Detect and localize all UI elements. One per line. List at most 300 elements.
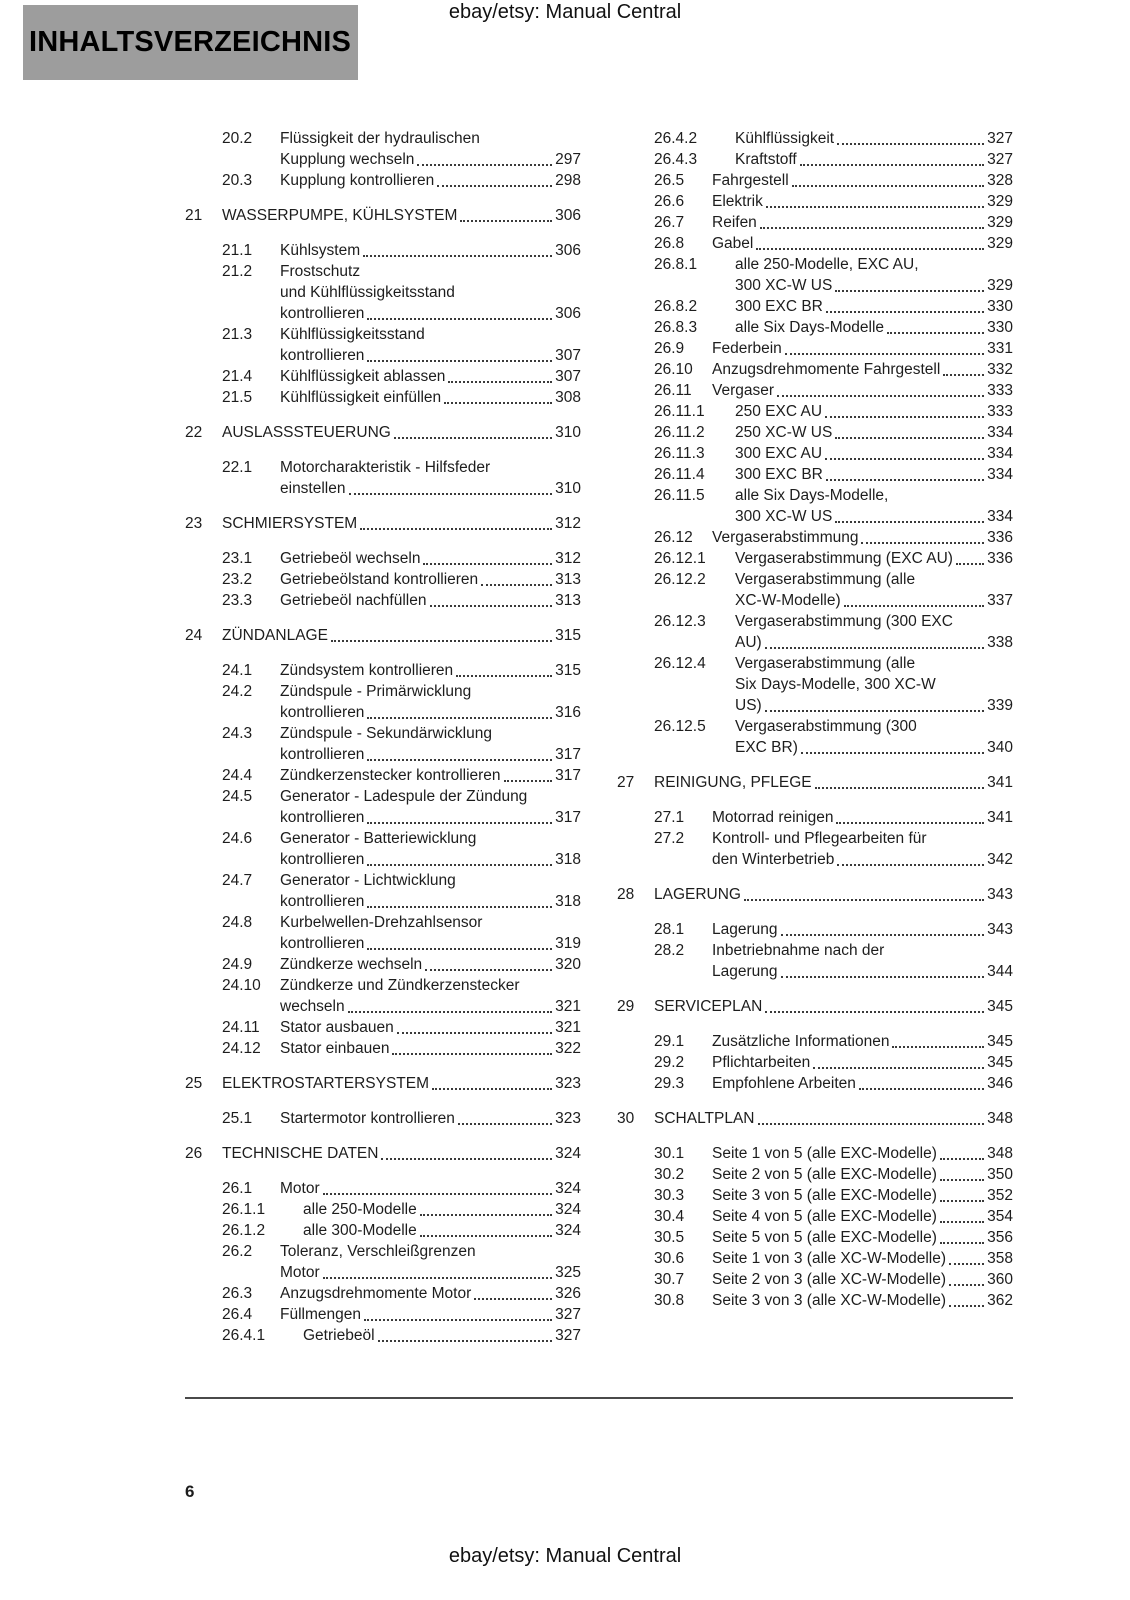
toc-entry-title-block: [222, 1073, 581, 1094]
toc-entry-page: 346: [987, 1075, 1013, 1092]
toc-entry-number: 24.11: [222, 1019, 260, 1036]
toc-entry: [617, 149, 1013, 170]
toc-entry: [185, 1325, 581, 1346]
toc-entry-number: 26.10: [654, 361, 693, 378]
dotted-leader: [835, 521, 984, 523]
toc-entry-page: 319: [555, 935, 581, 952]
dotted-leader: [844, 605, 984, 607]
toc-entry-title: Motorcharakteristik - Hilfsfeder: [280, 459, 491, 476]
toc-entry-title-block: [712, 233, 1013, 254]
toc-entry-title: Zündkerzenstecker kontrollieren: [280, 767, 501, 784]
toc-entry-page: 313: [555, 571, 581, 588]
toc-entry: [617, 1269, 1013, 1290]
toc-entry-title: US): [735, 697, 762, 714]
toc-entry-title-block: [712, 1227, 1013, 1248]
toc-entry: [617, 653, 1013, 716]
toc-entry: [185, 870, 581, 912]
toc-chapter-entry: [185, 625, 581, 646]
toc-entry-title: Pflichtarbeiten: [712, 1054, 811, 1071]
dotted-leader: [940, 1242, 984, 1244]
toc-entry-page: 358: [987, 1250, 1013, 1267]
dotted-leader: [949, 1284, 984, 1286]
toc-entry: [185, 569, 581, 590]
toc-entry: [185, 240, 581, 261]
toc-entry: [617, 254, 1013, 296]
toc-entry: [185, 828, 581, 870]
dotted-leader: [826, 311, 984, 313]
toc-entry-title-block: [712, 1052, 1013, 1073]
toc-entry: [185, 1304, 581, 1325]
toc-entry-number: 26.3: [222, 1285, 253, 1302]
toc-entry: [185, 723, 581, 765]
dotted-leader: [940, 1158, 984, 1160]
toc-entry: [617, 338, 1013, 359]
toc-entry-title: Kontroll- und Pflegearbeiten für: [712, 830, 927, 847]
toc-entry-number: 30.6: [654, 1250, 685, 1267]
toc-entry-number: 29.3: [654, 1075, 685, 1092]
toc-entry-title-block: [280, 786, 581, 828]
toc-entry: [617, 317, 1013, 338]
toc-entry-number: 26.7: [654, 214, 685, 231]
toc-entry: [185, 387, 581, 408]
toc-entry-number: 27.2: [654, 830, 685, 847]
toc-entry-title: Getriebeölstand kontrollieren: [280, 571, 479, 588]
toc-entry-page: 323: [555, 1110, 581, 1127]
toc-entry-number: 26.12.5: [654, 718, 706, 735]
toc-entry: [185, 366, 581, 387]
toc-entry-page: 327: [555, 1306, 581, 1323]
toc-entry-page: 313: [555, 592, 581, 609]
toc-entry-title-block: [712, 338, 1013, 359]
toc-entry-page: 320: [555, 956, 581, 973]
toc-entry-number: 23: [185, 515, 203, 532]
toc-entry-title-block: [712, 919, 1013, 940]
toc-entry-page: 310: [555, 424, 581, 441]
toc-entry-title-block: [735, 149, 1013, 170]
toc-entry-page: 344: [987, 963, 1013, 980]
toc-entry-title: Seite 3 von 5 (alle EXC-Modelle): [712, 1187, 937, 1204]
toc-entry-title-block: [280, 1283, 581, 1304]
toc-entry-title: 300 EXC BR: [735, 466, 823, 483]
toc-entry: [617, 485, 1013, 527]
toc-entry-page: 354: [987, 1208, 1013, 1225]
dotted-leader: [801, 752, 984, 754]
toc-entry: [617, 569, 1013, 611]
toc-entry-title-block: [222, 1143, 581, 1164]
toc-entry-page: 306: [555, 242, 581, 259]
toc-entry: [185, 660, 581, 681]
toc-entry-number: 24.7: [222, 872, 253, 889]
toc-entry: [617, 1185, 1013, 1206]
toc-entry-title: 300 EXC BR: [735, 298, 823, 315]
toc-entry-title: Toleranz, Verschleißgrenzen: [280, 1243, 476, 1260]
toc-entry: [185, 457, 581, 499]
toc-entry-title: Elektrik: [712, 193, 763, 210]
toc-entry-number: 26.4.2: [654, 130, 698, 147]
toc-entry: [617, 807, 1013, 828]
dotted-leader: [481, 584, 552, 586]
toc-entry-page: 333: [987, 382, 1013, 399]
toc-entry-title: Zündkerze wechseln: [280, 956, 423, 973]
toc-entry-title: alle 250-Modelle: [303, 1201, 417, 1218]
toc-entry-number: 26.11: [654, 382, 692, 399]
dotted-leader: [367, 948, 552, 950]
toc-entry-title: 300 XC-W US: [735, 277, 833, 294]
toc-entry-title-block: [712, 527, 1013, 548]
toc-entry-page: 317: [555, 767, 581, 784]
toc-entry-number: 21.4: [222, 368, 253, 385]
toc-entry-page: 340: [987, 739, 1013, 756]
toc-entry: [617, 919, 1013, 940]
toc-entry: [617, 1227, 1013, 1248]
toc-entry-page: 343: [987, 886, 1013, 903]
toc-entry-title-block: [280, 765, 581, 786]
toc-entry: [617, 1052, 1013, 1073]
toc-entry-page: 312: [555, 515, 581, 532]
toc-entry-title: und Kühlflüssigkeitsstand: [280, 284, 455, 301]
toc-entry-number: 25.1: [222, 1110, 253, 1127]
toc-entry-title-block: [280, 324, 581, 366]
toc-entry-title: kontrollieren: [280, 746, 365, 763]
toc-entry-page: 325: [555, 1264, 581, 1281]
toc-entry: [185, 590, 581, 611]
toc-entry-title: Vergaserabstimmung (alle: [735, 571, 916, 588]
dotted-leader: [392, 1053, 552, 1055]
toc-content: [185, 128, 1013, 1346]
toc-entry-page: 315: [555, 627, 581, 644]
toc-entry-title-block: [712, 359, 1013, 380]
toc-entry-page: 330: [987, 298, 1013, 315]
dotted-leader: [367, 906, 552, 908]
toc-entry-page: 334: [987, 466, 1013, 483]
toc-entry-number: 30.8: [654, 1292, 685, 1309]
toc-chapter-entry: [185, 205, 581, 226]
toc-entry-number: 26.12.1: [654, 550, 706, 567]
toc-entry: [617, 1031, 1013, 1052]
toc-entry-page: 297: [555, 151, 581, 168]
toc-entry-title-block: [712, 1248, 1013, 1269]
toc-entry: [617, 1248, 1013, 1269]
toc-entry-number: 26.1.2: [222, 1222, 266, 1239]
toc-entry-title-block: [735, 653, 1013, 716]
toc-entry: [185, 324, 581, 366]
toc-entry: [185, 1178, 581, 1199]
toc-entry-title: Seite 2 von 3 (alle XC-W-Modelle): [712, 1271, 947, 1288]
toc-entry-number: 26.9: [654, 340, 685, 357]
toc-entry-number: 21.2: [222, 263, 253, 280]
toc-chapter-entry: [185, 1143, 581, 1164]
dotted-leader: [444, 402, 552, 404]
toc-entry: [617, 464, 1013, 485]
toc-entry-title-block: [280, 723, 581, 765]
toc-entry-page: 362: [987, 1292, 1013, 1309]
toc-entry-number: 24.10: [222, 977, 261, 994]
toc-entry-title: Vergaserabstimmung (300 EXC: [735, 613, 953, 630]
toc-entry-title-block: [735, 296, 1013, 317]
toc-entry-title: LAGERUNG: [654, 886, 741, 903]
toc-entry-title-block: [280, 828, 581, 870]
toc-entry: [185, 786, 581, 828]
toc-entry-title: Flüssigkeit der hydraulischen: [280, 130, 480, 147]
toc-entry-title: kontrollieren: [280, 893, 365, 910]
toc-entry-title: Kupplung wechseln: [280, 151, 415, 168]
toc-entry-title-block: [280, 387, 581, 408]
toc-entry-title: Vergaserabstimmung (alle: [735, 655, 916, 672]
toc-entry-title-block: [280, 660, 581, 681]
toc-entry-title: Vergaserabstimmung: [712, 529, 859, 546]
toc-entry: [617, 611, 1013, 653]
toc-entry-title: REINIGUNG, PFLEGE: [654, 774, 812, 791]
toc-entry-title-block: [735, 485, 1013, 527]
toc-entry-number: 24.9: [222, 956, 253, 973]
toc-entry-page: 326: [555, 1285, 581, 1302]
dotted-leader: [363, 255, 552, 257]
toc-entry-title: wechseln: [280, 998, 345, 1015]
dotted-leader: [792, 185, 984, 187]
dotted-leader: [367, 360, 552, 362]
toc-entry-title: Getriebeöl nachfüllen: [280, 592, 427, 609]
toc-entry-title: Empfohlene Arbeiten: [712, 1075, 856, 1092]
toc-entry-number: 27.1: [654, 809, 685, 826]
dotted-leader: [836, 822, 984, 824]
toc-entry-title: alle 300-Modelle: [303, 1222, 417, 1239]
toc-entry-title: ELEKTROSTARTERSYSTEM: [222, 1075, 429, 1092]
toc-entry-title-block: [654, 884, 1013, 905]
toc-entry-title: alle Six Days-Modelle: [735, 319, 885, 336]
dotted-leader: [367, 822, 552, 824]
toc-entry-title-block: [712, 1073, 1013, 1094]
toc-entry-title-block: [280, 954, 581, 975]
toc-entry-title-block: [712, 212, 1013, 233]
toc-entry-title: EXC BR): [735, 739, 798, 756]
toc-entry-page: 329: [987, 235, 1013, 252]
toc-entry-title: WASSERPUMPE, KÜHLSYSTEM: [222, 207, 458, 224]
toc-entry-number: 28: [617, 886, 635, 903]
toc-entry: [617, 422, 1013, 443]
toc-entry-page: 327: [987, 130, 1013, 147]
toc-entry-page: 316: [555, 704, 581, 721]
toc-entry: [617, 716, 1013, 758]
toc-entry-title: Kraftstoff: [735, 151, 797, 168]
toc-entry-number: 26.11.5: [654, 487, 705, 504]
toc-entry-number: 26.8.1: [654, 256, 698, 273]
toc-entry-page: 298: [555, 172, 581, 189]
toc-entry-title: kontrollieren: [280, 935, 365, 952]
toc-entry-page: 321: [555, 1019, 581, 1036]
toc-entry-number: 24.12: [222, 1040, 261, 1057]
dotted-leader: [956, 563, 984, 565]
dotted-leader: [456, 675, 552, 677]
toc-entry-number: 28.2: [654, 942, 685, 959]
toc-entry-page: 331: [987, 340, 1013, 357]
dotted-leader: [504, 780, 552, 782]
toc-entry-title-block: [712, 807, 1013, 828]
dotted-leader: [458, 1123, 552, 1125]
toc-entry-number: 23.1: [222, 550, 253, 567]
toc-entry: [617, 1290, 1013, 1311]
toc-entry-title: Seite 4 von 5 (alle EXC-Modelle): [712, 1208, 937, 1225]
toc-entry-number: 24.5: [222, 788, 253, 805]
dotted-leader: [766, 206, 984, 208]
toc-entry-page: 324: [555, 1222, 581, 1239]
dotted-leader: [460, 220, 552, 222]
page-number: 6: [185, 1482, 195, 1501]
toc-entry-number: 26.12: [654, 529, 693, 546]
toc-entry: [617, 212, 1013, 233]
toc-entry: [185, 954, 581, 975]
toc-entry-title: 250 EXC AU: [735, 403, 823, 420]
toc-chapter-entry: [617, 996, 1013, 1017]
toc-entry: [185, 681, 581, 723]
toc-entry-title-block: [712, 1269, 1013, 1290]
dotted-leader: [940, 1179, 984, 1181]
dotted-leader: [423, 563, 552, 565]
toc-entry-title-block: [280, 912, 581, 954]
toc-entry: [617, 401, 1013, 422]
toc-entry-page: 350: [987, 1166, 1013, 1183]
toc-entry-title-block: [712, 1290, 1013, 1311]
toc-entry-number: 29: [617, 998, 635, 1015]
toc-entry-page: 339: [987, 697, 1013, 714]
toc-entry-number: 21.3: [222, 326, 253, 343]
toc-entry-page: 334: [987, 424, 1013, 441]
toc-entry-page: 338: [987, 634, 1013, 651]
toc-entry-number: 26.4: [222, 1306, 253, 1323]
toc-entry-number: 26.6: [654, 193, 685, 210]
toc-entry-number: 26.1: [222, 1180, 253, 1197]
toc-entry: [617, 1143, 1013, 1164]
toc-entry-title-block: [222, 205, 581, 226]
dotted-leader: [432, 1088, 552, 1090]
toc-entry-page: 307: [555, 347, 581, 364]
toc-entry-title: Startermotor kontrollieren: [280, 1110, 455, 1127]
toc-entry-page: 337: [987, 592, 1013, 609]
toc-entry-title: Kurbelwellen-Drehzahlsensor: [280, 914, 483, 931]
toc-entry-title-block: [735, 422, 1013, 443]
toc-entry-title-block: [280, 261, 581, 324]
toc-entry: [617, 1073, 1013, 1094]
toc-entry: [185, 1038, 581, 1059]
toc-entry-title: Kupplung kontrollieren: [280, 172, 435, 189]
toc-entry-title-block: [735, 128, 1013, 149]
toc-entry-title: Kühlflüssigkeitsstand: [280, 326, 425, 343]
dotted-leader: [349, 493, 553, 495]
dotted-leader: [367, 717, 552, 719]
toc-entry-title-block: [735, 548, 1013, 569]
toc-entry-page: 330: [987, 319, 1013, 336]
dotted-leader: [360, 528, 552, 530]
dotted-leader: [825, 416, 984, 418]
toc-entry-title-block: [280, 128, 581, 170]
toc-entry-title: Vergaserabstimmung (EXC AU): [735, 550, 953, 567]
toc-entry-number: 29.1: [654, 1033, 685, 1050]
toc-entry-title: SERVICEPLAN: [654, 998, 763, 1015]
dotted-leader: [758, 1123, 985, 1125]
dotted-leader: [837, 864, 984, 866]
toc-entry-number: 22: [185, 424, 203, 441]
toc-entry-number: 24.3: [222, 725, 253, 742]
toc-entry-page: 329: [987, 193, 1013, 210]
toc-entry-title: SCHALTPLAN: [654, 1110, 755, 1127]
toc-entry-title: Motorrad reinigen: [712, 809, 834, 826]
toc-column-right: [617, 128, 1013, 1346]
toc-entry-title: Motor: [280, 1180, 320, 1197]
toc-entry-title: Lagerung: [712, 963, 778, 980]
toc-entry-title-block: [735, 443, 1013, 464]
toc-entry-title-block: [280, 457, 581, 499]
dotted-leader: [887, 332, 984, 334]
toc-entry: [185, 128, 581, 170]
dotted-leader: [378, 1340, 552, 1342]
toc-entry-title: Seite 1 von 5 (alle EXC-Modelle): [712, 1145, 937, 1162]
toc-entry: [185, 170, 581, 191]
toc-entry-number: 24.4: [222, 767, 253, 784]
toc-entry-title-block: [712, 828, 1013, 870]
toc-entry-title: alle 250-Modelle, EXC AU,: [735, 256, 919, 273]
toc-chapter-entry: [185, 513, 581, 534]
dotted-leader: [785, 353, 984, 355]
toc-entry-number: 26.11.4: [654, 466, 705, 483]
toc-entry: [617, 443, 1013, 464]
dotted-leader: [474, 1298, 552, 1300]
dotted-leader: [364, 1319, 552, 1321]
toc-entry-title-block: [280, 1241, 581, 1283]
toc-entry: [185, 1241, 581, 1283]
toc-entry-page: 342: [987, 851, 1013, 868]
toc-entry: [185, 1220, 581, 1241]
toc-entry-title: einstellen: [280, 480, 346, 497]
toc-chapter-entry: [185, 1073, 581, 1094]
toc-entry-title-block: [280, 590, 581, 611]
toc-entry: [617, 233, 1013, 254]
toc-entry-title-block: [712, 1164, 1013, 1185]
toc-entry-title: Seite 5 von 5 (alle EXC-Modelle): [712, 1229, 937, 1246]
toc-entry-title: AU): [735, 634, 762, 651]
toc-entry: [185, 261, 581, 324]
toc-entry-number: 20.3: [222, 172, 253, 189]
toc-entry-page: 324: [555, 1180, 581, 1197]
toc-entry: [617, 128, 1013, 149]
toc-entry-title: Kühlflüssigkeit: [735, 130, 835, 147]
toc-entry-page: 341: [987, 774, 1013, 791]
toc-entry-title: kontrollieren: [280, 704, 365, 721]
toc-entry-title: 300 EXC AU: [735, 445, 823, 462]
toc-entry-title: Lagerung: [712, 921, 778, 938]
toc-entry-title-block: [712, 1143, 1013, 1164]
toc-entry-page: 345: [987, 1033, 1013, 1050]
toc-entry-title: Zündkerze und Zündkerzenstecker: [280, 977, 520, 994]
dotted-leader: [323, 1277, 552, 1279]
document-header-title: ebay/etsy: Manual Central: [448, 1, 682, 23]
toc-entry-title-block: [280, 1038, 581, 1059]
toc-chapter-entry: [617, 1108, 1013, 1129]
toc-entry-page: 336: [987, 550, 1013, 567]
toc-entry-title: Getriebeöl wechseln: [280, 550, 421, 567]
toc-entry: [617, 1206, 1013, 1227]
toc-entry-title: Füllmengen: [280, 1306, 361, 1323]
toc-entry-title: 300 XC-W US: [735, 508, 833, 525]
toc-entry-page: 317: [555, 746, 581, 763]
toc-entry-title: Vergaserabstimmung (300: [735, 718, 917, 735]
toc-entry-title: Zündsystem kontrollieren: [280, 662, 454, 679]
page-heading: INHALTSVERZEICHNIS: [29, 26, 352, 58]
dotted-leader: [837, 143, 984, 145]
toc-column-left: [185, 128, 581, 1346]
toc-entry-number: 26.2: [222, 1243, 253, 1260]
toc-entry-title-block: [735, 611, 1013, 653]
toc-entry-page: 343: [987, 921, 1013, 938]
dotted-leader: [448, 381, 552, 383]
